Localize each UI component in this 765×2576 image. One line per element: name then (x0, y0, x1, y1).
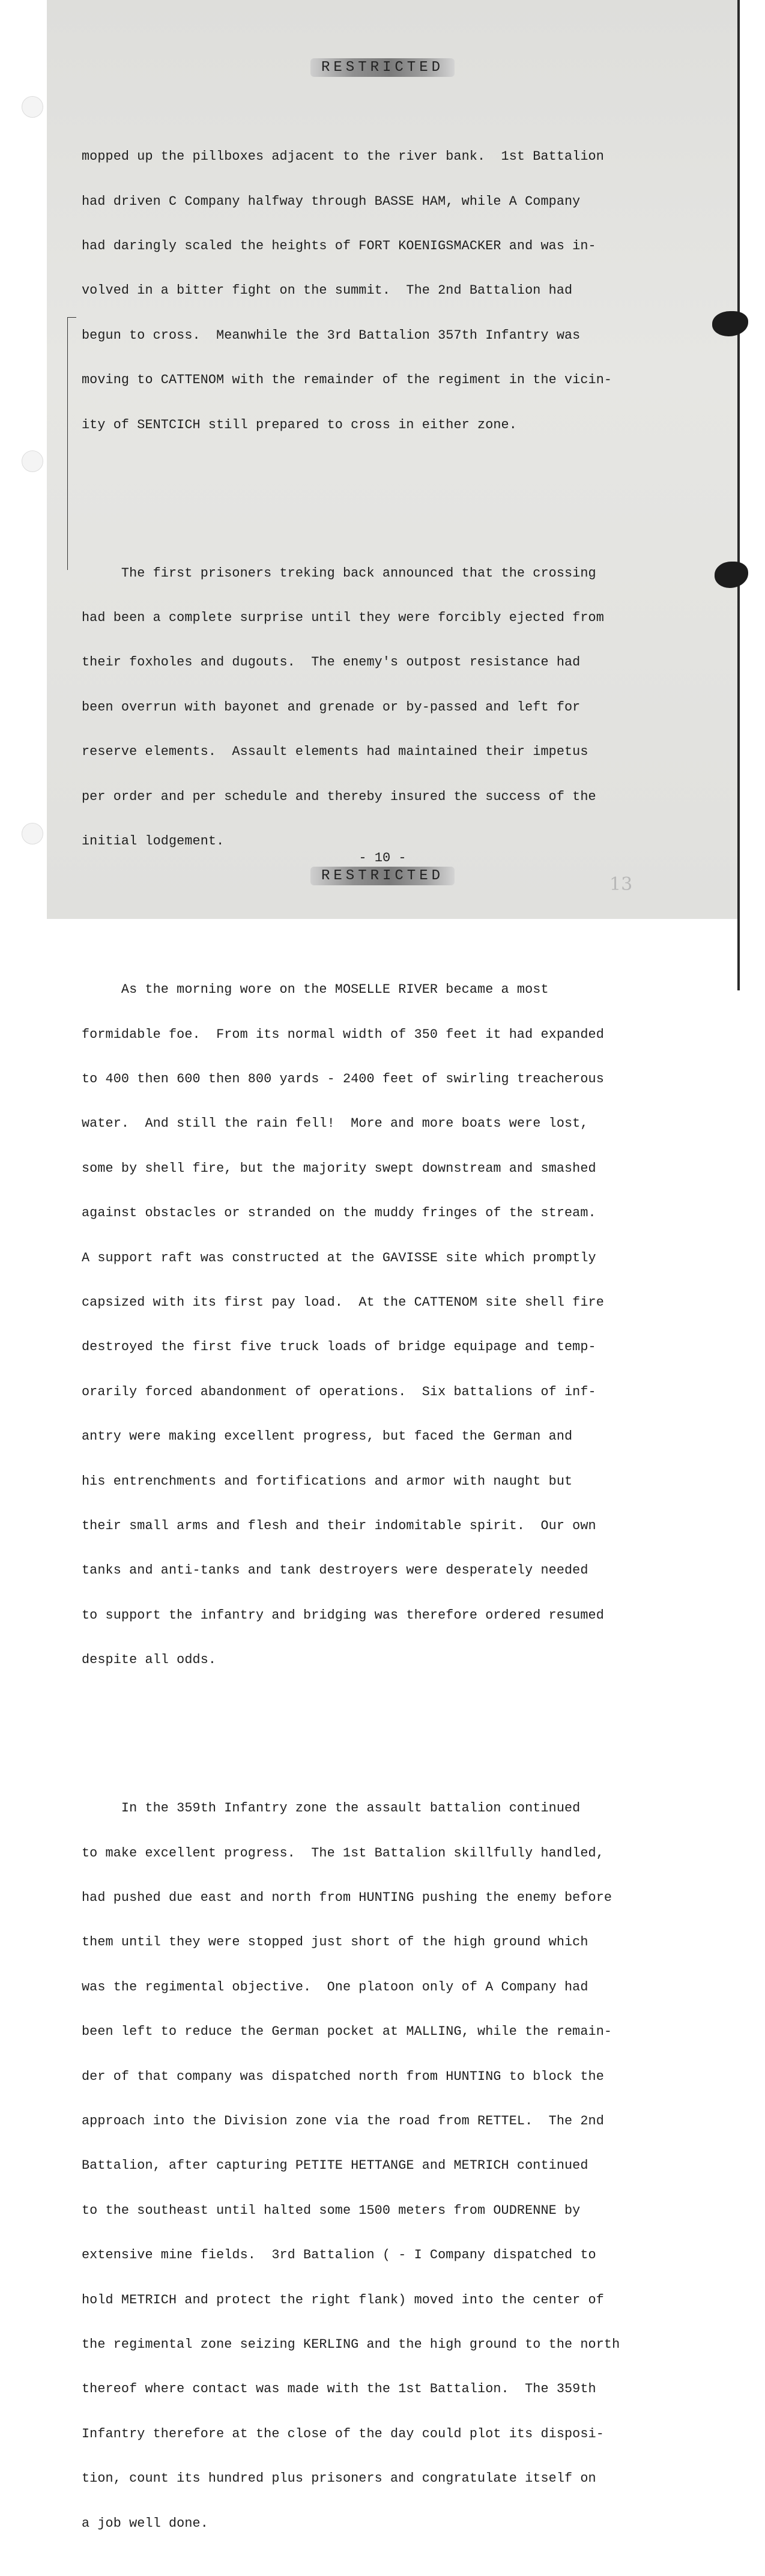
text-line: antry were making excellent progress, but faced the German and (82, 1429, 573, 1444)
text-line: to make excellent progress. The 1st Battalion skillfully handled, (82, 1845, 604, 1861)
text-line: been left to reduce the German pocket at MALLING, while the remain- (82, 2024, 612, 2040)
text-line: to the southeast until halted some 1500 meters from OUDRENNE by (82, 2202, 581, 2218)
text-line: had daringly scaled the heights of FORT KOENIGSMACKER and was in- (82, 238, 596, 253)
text-line: his entrenchments and fortifications and armor with naught but (82, 1473, 573, 1489)
text-line: der of that company was dispatched north from HUNTING to block the (82, 2068, 604, 2084)
punch-hole (22, 96, 43, 118)
text-line: tion, count its hundred plus prisoners and congratulate itself on (82, 2471, 596, 2487)
handwritten-margin-note: 13 (609, 874, 633, 895)
margin-bracket (67, 317, 76, 570)
text-line: water. And still the rain fell! More and more boats were lost, (82, 1116, 588, 1132)
text-line: was the regimental objective. One platoon only of A Company had (82, 1979, 588, 1995)
text-line: their foxholes and dugouts. The enemy's outpost resistance had (82, 655, 581, 670)
text-line: reserve elements. Assault elements had maintained their impetus (82, 744, 588, 760)
classification-footer-text: RESTRICTED (310, 867, 455, 885)
text-line: In the 359th Infantry zone the assault battalion continued (82, 1801, 581, 1816)
body-text (82, 90, 682, 2576)
text-line: thereof where contact was made with the 1st Battalion. The 359th (82, 2381, 596, 2397)
ink-blot (712, 311, 748, 336)
text-line: against obstacles or stranded on the muddy fringes of the stream. (82, 1205, 596, 1221)
text-line: Battalion, after capturing PETITE HETTANGE and METRICH continued (82, 2158, 588, 2174)
text-line: initial lodgement. (82, 834, 225, 849)
text-line: A support raft was constructed at the GAVISSE site which promptly (82, 1250, 596, 1265)
punch-hole (22, 450, 43, 472)
text-line: had driven C Company halfway through BASSE HAM, while A Company (82, 193, 581, 209)
text-line: moving to CATTENOM with the remainder of the regiment in the vicin- (82, 372, 612, 388)
text-line: begun to cross. Meanwhile the 3rd Battalion 357th Infantry was (82, 327, 581, 343)
page-number: - 10 - (358, 850, 407, 865)
text-line: had pushed due east and north from HUNTING pushing the enemy before (82, 1890, 612, 1906)
punch-hole (22, 823, 43, 844)
text-line: The first prisoners treking back announced that the crossing (82, 565, 596, 581)
text-line: Infantry therefore at the close of the day could plot its disposi- (82, 2426, 604, 2441)
paragraph (82, 953, 682, 1698)
classification-header (0, 58, 765, 77)
text-line: their small arms and flesh and their indomitable spirit. Our own (82, 1518, 596, 1533)
classification-footer (0, 867, 765, 885)
text-line: As the morning wore on the MOSELLE RIVER became a most (82, 982, 549, 998)
text-line: capsized with its first pay load. At the CATTENOM site shell fire (82, 1294, 604, 1310)
text-line: to support the infantry and bridging was therefore ordered resumed (82, 1607, 604, 1623)
classification-header-text: RESTRICTED (310, 58, 455, 77)
text-line: mopped up the pillboxes adjacent to the river bank. 1st Battalion (82, 149, 604, 165)
text-line: to 400 then 600 then 800 yards - 2400 feet of swirling treacherous (82, 1071, 604, 1086)
text-line: per order and per schedule and thereby insured the success of the (82, 789, 596, 804)
text-line: been overrun with bayonet and grenade or by-passed and left for (82, 699, 581, 715)
text-line: ity of SENTCICH still prepared to cross in either zone. (82, 417, 517, 432)
text-line: destroyed the first five truck loads of bridge equipage and temp- (82, 1339, 596, 1355)
text-line: extensive mine fields. 3rd Battalion ( - I Company dispatched to (82, 2247, 596, 2263)
text-line: them until they were stopped just short of the high ground which (82, 1935, 588, 1950)
text-line: a job well done. (82, 2515, 208, 2531)
text-line: had been a complete surprise until they were forcibly ejected from (82, 610, 604, 626)
paragraph (82, 536, 682, 879)
paragraph (82, 120, 682, 462)
paragraph (82, 1772, 682, 2561)
text-line: approach into the Division zone via the road from RETTEL. The 2nd (82, 2113, 604, 2129)
text-line: formidable foe. From its normal width of 350 feet it had expanded (82, 1026, 604, 1042)
page-edge-shadow (737, 0, 740, 990)
text-line: some by shell fire, but the majority swept downstream and smashed (82, 1160, 596, 1176)
text-line: volved in a bitter fight on the summit. The 2nd Battalion had (82, 283, 573, 299)
ink-blot (715, 562, 748, 588)
text-line: tanks and anti-tanks and tank destroyers were desperately needed (82, 1563, 588, 1578)
text-line: orarily forced abandonment of operations. Six battalions of inf- (82, 1384, 596, 1399)
text-line: despite all odds. (82, 1652, 217, 1668)
text-line: hold METRICH and protect the right flank) moved into the center of (82, 2292, 604, 2308)
text-line: the regimental zone seizing KERLING and the high ground to the north (82, 2336, 620, 2352)
